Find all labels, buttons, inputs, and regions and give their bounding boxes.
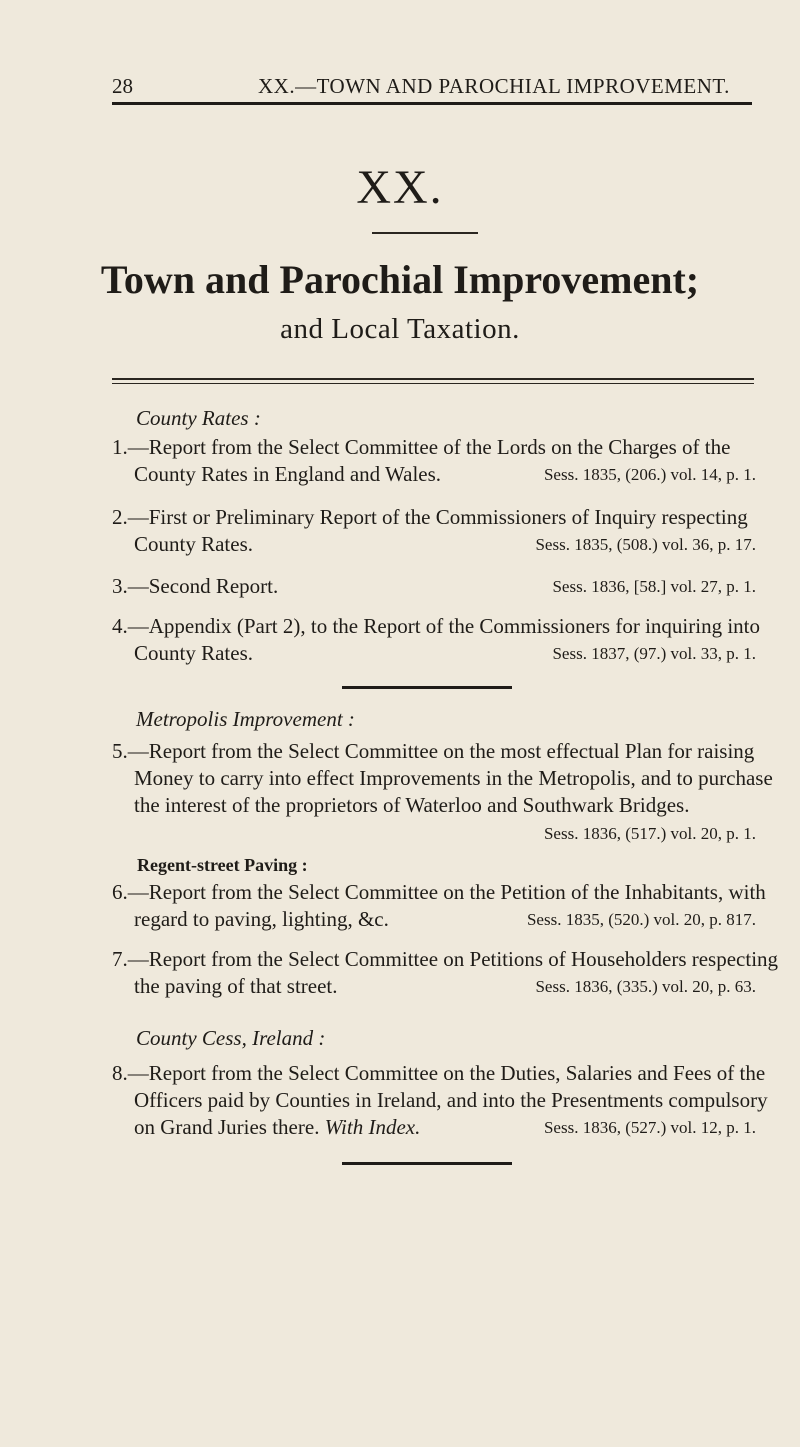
entry-text: —Report from the Select Committee on Petitions of Householders respecting [127, 947, 779, 971]
entry-text: County Rates in England and Wales. [134, 462, 442, 486]
double-rule [112, 378, 754, 384]
entry-number: 5. [112, 739, 128, 763]
entry-number: 2. [112, 505, 128, 529]
entry-text: Officers paid by Counties in Ireland, and into the Presentments compulsory [134, 1088, 768, 1112]
entry-text: —Report from the Select Committee on the most effectual Plan for raising [127, 739, 755, 763]
section-heading: County Cess, Ireland : [136, 1026, 326, 1050]
list-item [112, 738, 773, 847]
list-item [112, 1060, 768, 1141]
section-rule [342, 686, 512, 689]
entry-reference: Sess. 1835, (508.) vol. 36, p. 17. [535, 535, 756, 554]
header-rule [112, 102, 752, 105]
list-item [112, 613, 761, 667]
entry-number: 7. [112, 947, 128, 971]
entry-text: County Rates. [134, 641, 253, 665]
section-heading: County Rates : [136, 406, 261, 430]
entry-reference: Sess. 1836, (527.) vol. 12, p. 1. [543, 1118, 756, 1137]
list-item [112, 946, 779, 1000]
entry-text: —Second Report. [127, 574, 279, 598]
page-number: 28 [112, 74, 133, 98]
entry-text: —First or Preliminary Report of the Commissioners of Inquiry respecting [127, 505, 748, 529]
running-head [0, 74, 800, 104]
entry-reference: Sess. 1837, (97.) vol. 33, p. 1. [552, 644, 756, 663]
entry-text: the interest of the proprietors of Waterloo and Southwark Bridges. [134, 793, 690, 817]
index-note: With Index. [324, 1115, 421, 1139]
sub-heading: Regent-street Paving : [137, 855, 308, 875]
chapter-rule [372, 232, 478, 234]
chapter-subtitle: and Local Taxation. [280, 313, 520, 345]
list-item [112, 879, 766, 933]
entry-text: —Report from the Select Committee on the Petition of the Inhabitants, with [127, 880, 766, 904]
entry-reference: Sess. 1835, (206.) vol. 14, p. 1. [543, 465, 756, 484]
section-heading: Metropolis Improvement : [136, 707, 355, 731]
entry-text: the paving of that street. [134, 974, 338, 998]
entry-text: Money to carry into effect Improvements in the Metropolis, and to purchase [134, 766, 773, 790]
entry-text: —Appendix (Part 2), to the Report of the Commissioners for inquiring into [127, 614, 761, 638]
section-rule [342, 1162, 512, 1165]
chapter-number: XX. [356, 161, 444, 214]
entry-reference: Sess. 1836, [58.] vol. 27, p. 1. [552, 577, 756, 596]
chapter-title: Town and Parochial Improvement; [100, 257, 700, 302]
entry-number: 4. [112, 614, 128, 638]
entry-text: regard to paving, lighting, &c. [134, 907, 389, 931]
list-item [112, 573, 756, 600]
entry-number: 8. [112, 1061, 128, 1085]
running-title: XX.—TOWN AND PAROCHIAL IMPROVEMENT. [258, 74, 730, 98]
entry-number: 3. [112, 574, 128, 598]
list-item [112, 504, 756, 558]
entry-reference: Sess. 1836, (517.) vol. 20, p. 1. [543, 824, 756, 843]
entry-reference: Sess. 1835, (520.) vol. 20, p. 817. [526, 910, 756, 929]
entry-number: 1. [112, 435, 128, 459]
entry-text: County Rates. [134, 532, 253, 556]
entry-reference: Sess. 1836, (335.) vol. 20, p. 63. [535, 977, 756, 996]
list-item [112, 434, 756, 488]
entry-number: 6. [112, 880, 128, 904]
entry-text: —Report from the Select Committee of the Lords on the Charges of the [127, 435, 731, 459]
entry-text: —Report from the Select Committee on the Duties, Salaries and Fees of the [127, 1061, 766, 1085]
entry-text: on Grand Juries there. [134, 1115, 320, 1139]
